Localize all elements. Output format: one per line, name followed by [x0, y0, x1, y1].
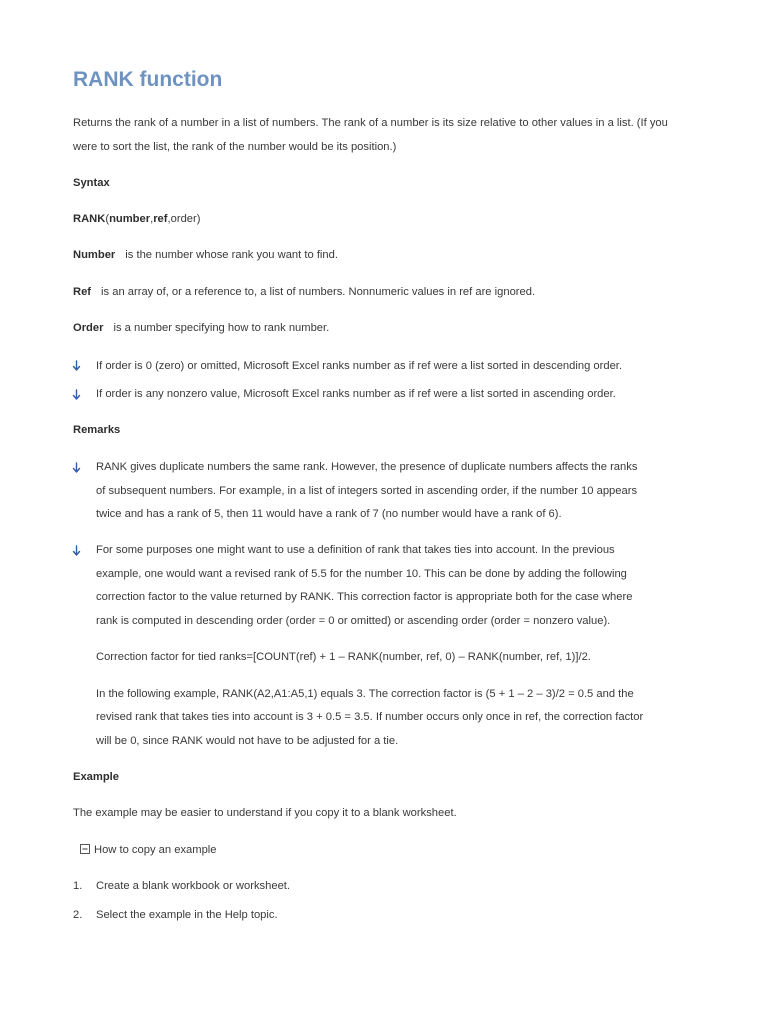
arg-ref-desc: is an array of, or a reference to, a list of numbers. Nonnumeric values in ref are ignored. — [101, 286, 536, 298]
step-1-number: 1. — [73, 880, 83, 892]
intro-line-2: were to sort the list, the rank of the number would be its position.) — [73, 141, 397, 153]
following-example-line-1: In the following example, RANK(A2,A1:A5,1) equals 3. The correction factor is (5 + 1 – 2 – 3)/2 = 0.5 and the — [96, 688, 634, 700]
syntax-function-name: RANK — [73, 213, 106, 225]
syntax-arg-ref: ref — [153, 213, 168, 225]
syntax-comma: , — [150, 213, 154, 225]
intro-line-1: Returns the rank of a number in a list of numbers. The rank of a number is its size relative to other values in a list. (If you — [73, 117, 668, 129]
page-title: RANK function — [73, 68, 223, 91]
syntax-line — [73, 212, 200, 226]
syntax-heading: Syntax — [73, 177, 110, 189]
arg-number-desc: is the number whose rank you want to find. — [125, 249, 338, 261]
collapse-box-icon[interactable] — [80, 844, 90, 854]
correction-formula: Correction factor for tied ranks=[COUNT(ref) + 1 – RANK(number, ref, 0) – RANK(number, ref, 1)]/2. — [96, 651, 591, 663]
order-bullet-1: If order is 0 (zero) or omitted, Microsoft Excel ranks number as if ref were a list sorted in descending order. — [96, 360, 623, 372]
syntax-open-paren: ( — [105, 213, 110, 225]
following-example-line-2: revised rank that takes ties into account is 3 + 0.5 = 3.5. If number occurs only once in ref, the correction factor — [96, 711, 644, 723]
remarks-heading: Remarks — [73, 424, 121, 436]
arg-number-term: Number — [73, 249, 116, 261]
arg-ref-line — [73, 285, 535, 299]
step-1-text: Create a blank workbook or worksheet. — [96, 880, 291, 892]
step-2-number: 2. — [73, 909, 83, 921]
step-2-text: Select the example in the Help topic. — [96, 909, 278, 921]
remark-1-line-1: RANK gives duplicate numbers the same rank. However, the presence of duplicate numbers affects the ranks — [96, 461, 638, 473]
arg-order-term: Order — [73, 322, 104, 334]
how-to-copy-link[interactable]: How to copy an example — [94, 844, 217, 856]
remark-2-line-4: rank is computed in descending order (order = 0 or omitted) or ascending order (order = nonzero value). — [96, 615, 611, 627]
down-arrow-icon — [72, 545, 81, 557]
arg-order-desc: is a number specifying how to rank number. — [113, 322, 330, 334]
remark-2-line-2: example, one would want a revised rank of 5.5 for the number 10. This can be done by adding the following — [96, 568, 627, 580]
down-arrow-icon — [72, 462, 81, 474]
arg-ref-term: Ref — [73, 286, 92, 298]
arg-number-line — [73, 248, 338, 262]
syntax-rest: ,order) — [167, 213, 201, 225]
following-example-line-3: will be 0, since RANK would not have to be adjusted for a tie. — [96, 735, 399, 747]
remark-1-line-2: of subsequent numbers. For example, in a list of integers sorted in ascending order, if the number 10 appears — [96, 485, 638, 497]
remark-1-line-3: twice and has a rank of 5, then 11 would have a rank of 7 (no number would have a rank of 6). — [96, 508, 562, 520]
remark-2-line-1: For some purposes one might want to use a definition of rank that takes ties into account. In the previous — [96, 544, 615, 556]
example-intro: The example may be easier to understand if you copy it to a blank worksheet. — [73, 807, 457, 819]
arg-order-line — [73, 321, 329, 335]
down-arrow-icon — [72, 360, 81, 372]
example-heading: Example — [73, 771, 120, 783]
remark-2-line-3: correction factor to the value returned by RANK. This correction factor is appropriate both for the case where — [96, 591, 633, 603]
syntax-arg-number: number — [109, 213, 151, 225]
down-arrow-icon — [72, 389, 81, 401]
order-bullet-2: If order is any nonzero value, Microsoft Excel ranks number as if ref were a list sorted in ascending order. — [96, 388, 616, 400]
